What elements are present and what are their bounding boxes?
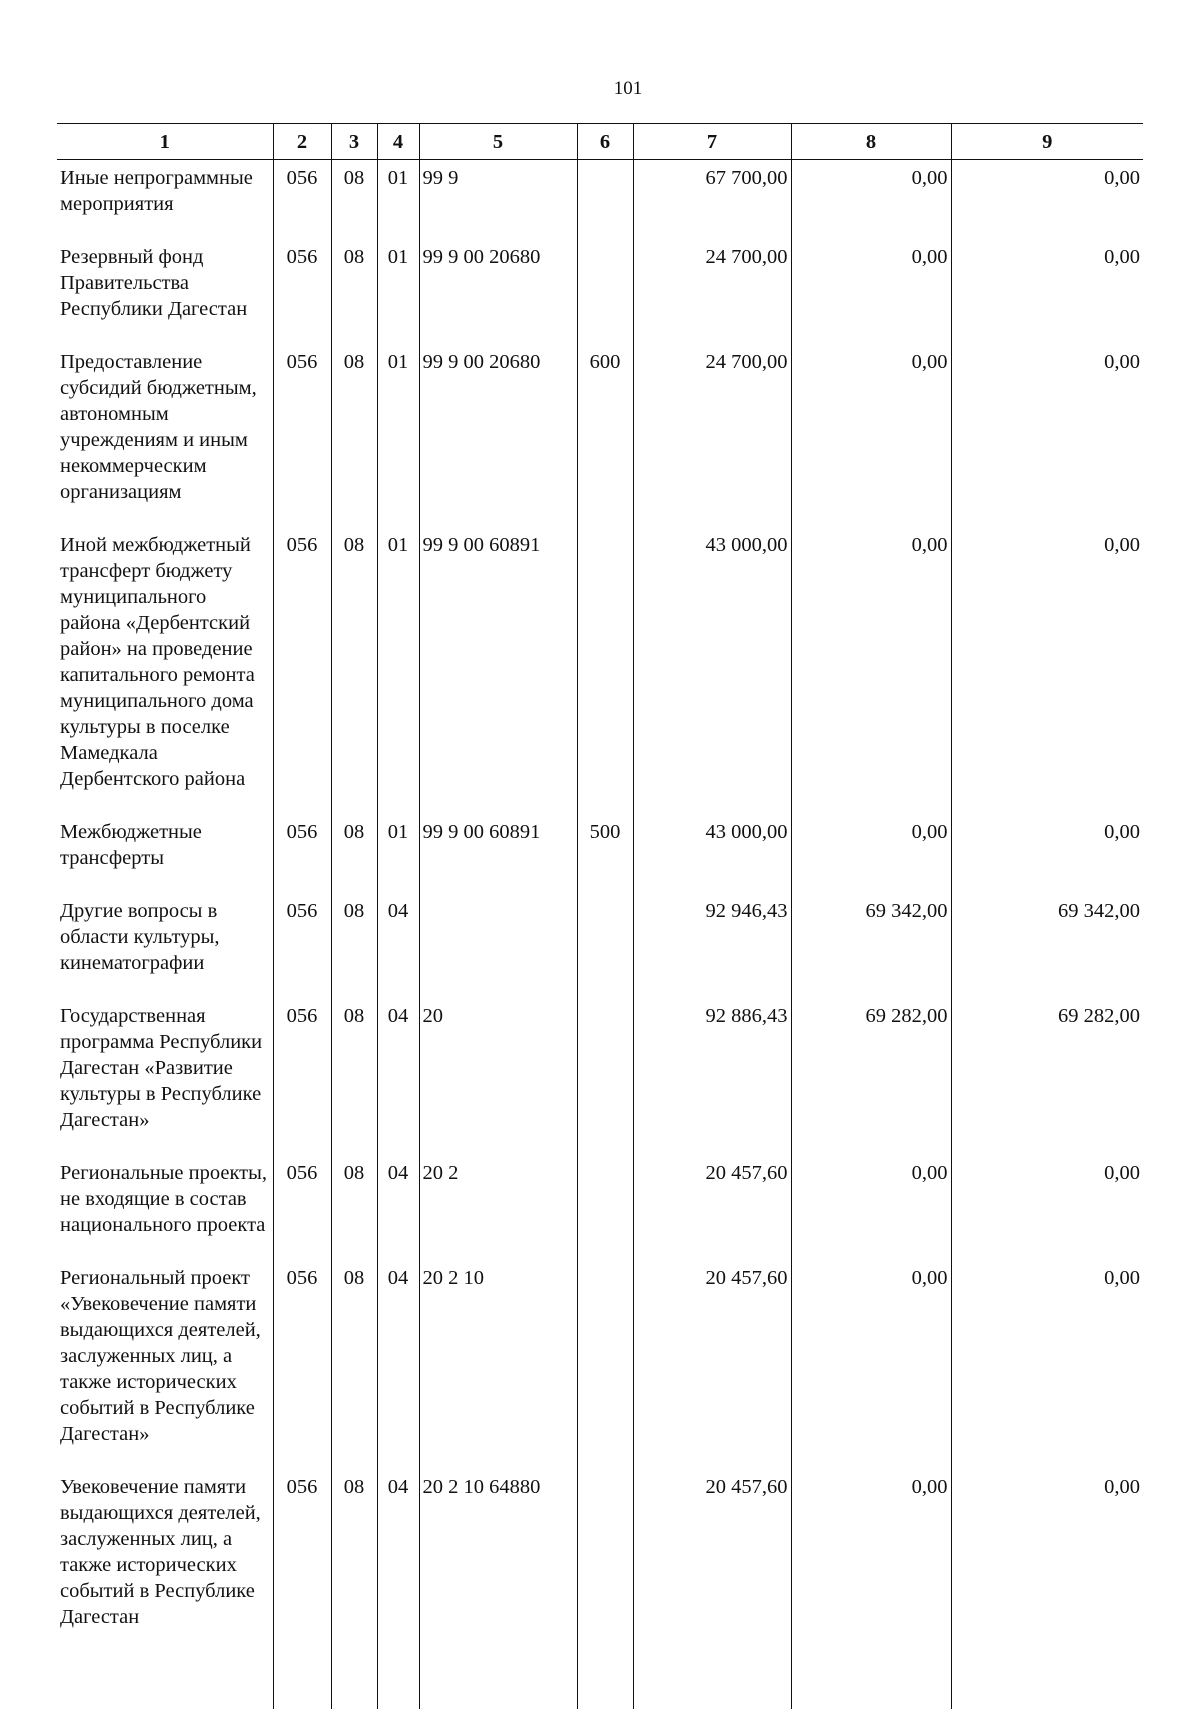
column-header: 9	[951, 124, 1143, 160]
column-header: 2	[273, 124, 331, 160]
cell-target-article: 99 9	[419, 160, 577, 240]
cell-section: 08	[331, 893, 377, 998]
spacer-cell	[57, 1652, 273, 1709]
cell-amount-1: 92 946,43	[633, 893, 791, 998]
row-name: Другие вопросы в области культуры, кинематографии	[60, 900, 220, 974]
row-name: Иной межбюджетный трансферт бюджету муниципального района «Дербентский район» на проведение капитального ремонта муниципального дома культуры в поселке Мамедкала Дербентского района	[60, 534, 255, 790]
cell-amount-3: 69 282,00	[951, 998, 1143, 1155]
cell-amount-2: 0,00	[791, 814, 951, 893]
cell-amount-2: 0,00	[791, 1155, 951, 1260]
table-row	[57, 239, 1143, 344]
spacer-cell	[577, 1652, 633, 1709]
cell-target-article: 99 9 00 60891	[419, 814, 577, 893]
cell-amount-3: 69 342,00	[951, 893, 1143, 998]
table-row	[57, 1155, 1143, 1260]
spacer-cell	[633, 1652, 791, 1709]
page-number: 101	[613, 78, 643, 99]
cell-section: 08	[331, 998, 377, 1155]
cell-amount-2: 0,00	[791, 239, 951, 344]
cell-expense-type: 600	[577, 344, 633, 527]
table-row	[57, 1260, 1143, 1469]
cell-amount-2: 0,00	[791, 344, 951, 527]
cell-subsection: 01	[377, 239, 419, 344]
cell-section: 08	[331, 527, 377, 814]
cell-subsection: 01	[377, 814, 419, 893]
cell-target-article: 20 2	[419, 1155, 577, 1260]
column-header: 5	[419, 124, 577, 160]
cell-target-article: 20 2 10	[419, 1260, 577, 1469]
spacer-cell	[377, 1652, 419, 1709]
cell-target-article: 99 9 00 20680	[419, 344, 577, 527]
cell-chapter: 056	[273, 527, 331, 814]
spacer-cell	[331, 1652, 377, 1709]
cell-subsection: 04	[377, 1469, 419, 1652]
cell-expense-type	[577, 1155, 633, 1260]
cell-target-article: 20 2 10 64880	[419, 1469, 577, 1652]
table-row	[57, 998, 1143, 1155]
cell-target-article	[419, 893, 577, 998]
cell-section: 08	[331, 160, 377, 240]
cell-amount-3: 0,00	[951, 527, 1143, 814]
cell-chapter: 056	[273, 344, 331, 527]
cell-subsection: 01	[377, 160, 419, 240]
row-name: Межбюджетные трансферты	[60, 821, 202, 869]
cell-section: 08	[331, 1155, 377, 1260]
cell-amount-2: 0,00	[791, 160, 951, 240]
column-header: 6	[577, 124, 633, 160]
row-name: Региональные проекты, не входящие в состав национального проекта	[60, 1162, 268, 1236]
cell-subsection: 04	[377, 1155, 419, 1260]
cell-amount-2: 0,00	[791, 527, 951, 814]
cell-subsection: 04	[377, 893, 419, 998]
cell-expense-type	[577, 893, 633, 998]
cell-amount-1: 20 457,60	[633, 1155, 791, 1260]
column-header: 4	[377, 124, 419, 160]
cell-chapter: 056	[273, 239, 331, 344]
cell-amount-1: 24 700,00	[633, 239, 791, 344]
cell-target-article: 99 9 00 20680	[419, 239, 577, 344]
table-row	[57, 344, 1143, 527]
row-name: Предоставление субсидий бюджетным, автономным учреждениям и иным некоммерческим организациям	[60, 351, 257, 503]
table-row	[57, 527, 1143, 814]
cell-chapter: 056	[273, 893, 331, 998]
column-header: 8	[791, 124, 951, 160]
cell-target-article: 99 9 00 60891	[419, 527, 577, 814]
cell-expense-type	[577, 998, 633, 1155]
cell-section: 08	[331, 1260, 377, 1469]
budget-table	[57, 123, 1143, 1709]
cell-amount-3: 0,00	[951, 160, 1143, 240]
cell-amount-1: 20 457,60	[633, 1469, 791, 1652]
cell-subsection: 04	[377, 1260, 419, 1469]
cell-section: 08	[331, 239, 377, 344]
cell-amount-2: 0,00	[791, 1469, 951, 1652]
column-header: 1	[57, 124, 273, 160]
cell-amount-2: 0,00	[791, 1260, 951, 1469]
cell-amount-3: 0,00	[951, 239, 1143, 344]
cell-amount-1: 43 000,00	[633, 814, 791, 893]
row-name: Увековечение памяти выдающихся деятелей, заслуженных лиц, а также исторических событий в Республике Дагестан	[60, 1476, 261, 1628]
cell-amount-3: 0,00	[951, 1155, 1143, 1260]
cell-section: 08	[331, 814, 377, 893]
cell-amount-3: 0,00	[951, 814, 1143, 893]
row-name: Иные непрограммные мероприятия	[60, 167, 253, 215]
header-row	[57, 124, 1143, 160]
cell-subsection: 01	[377, 344, 419, 527]
cell-chapter: 056	[273, 1155, 331, 1260]
table-row	[57, 160, 1143, 240]
spacer-cell	[273, 1652, 331, 1709]
spacer-cell	[419, 1652, 577, 1709]
cell-expense-type	[577, 160, 633, 240]
cell-expense-type	[577, 1260, 633, 1469]
cell-subsection: 01	[377, 527, 419, 814]
spacer-cell	[951, 1652, 1143, 1709]
cell-amount-1: 67 700,00	[633, 160, 791, 240]
cell-chapter: 056	[273, 1469, 331, 1652]
cell-expense-type	[577, 1469, 633, 1652]
table-row	[57, 814, 1143, 893]
cell-amount-1: 92 886,43	[633, 998, 791, 1155]
cell-section: 08	[331, 344, 377, 527]
cell-chapter: 056	[273, 814, 331, 893]
cell-amount-2: 69 342,00	[791, 893, 951, 998]
cell-subsection: 04	[377, 998, 419, 1155]
cell-expense-type: 500	[577, 814, 633, 893]
cell-amount-2: 69 282,00	[791, 998, 951, 1155]
cell-amount-1: 43 000,00	[633, 527, 791, 814]
column-header: 7	[633, 124, 791, 160]
cell-expense-type	[577, 527, 633, 814]
cell-amount-3: 0,00	[951, 344, 1143, 527]
table-bottom-spacer	[57, 1652, 1143, 1709]
row-name: Резервный фонд Правительства Республики Дагестан	[60, 246, 248, 320]
row-name: Региональный проект «Увековечение памяти выдающихся деятелей, заслуженных лиц, а также исторических событий в Республике Дагестан»	[60, 1267, 261, 1445]
cell-amount-3: 0,00	[951, 1469, 1143, 1652]
cell-amount-1: 20 457,60	[633, 1260, 791, 1469]
cell-chapter: 056	[273, 1260, 331, 1469]
cell-target-article: 20	[419, 998, 577, 1155]
cell-amount-3: 0,00	[951, 1260, 1143, 1469]
table-row	[57, 1469, 1143, 1652]
column-header: 3	[331, 124, 377, 160]
spacer-cell	[791, 1652, 951, 1709]
cell-expense-type	[577, 239, 633, 344]
cell-chapter: 056	[273, 160, 331, 240]
row-name: Государственная программа Республики Дагестан «Развитие культуры в Республике Дагестан»	[60, 1005, 263, 1131]
cell-section: 08	[331, 1469, 377, 1652]
cell-amount-1: 24 700,00	[633, 344, 791, 527]
table-row	[57, 893, 1143, 998]
cell-chapter: 056	[273, 998, 331, 1155]
